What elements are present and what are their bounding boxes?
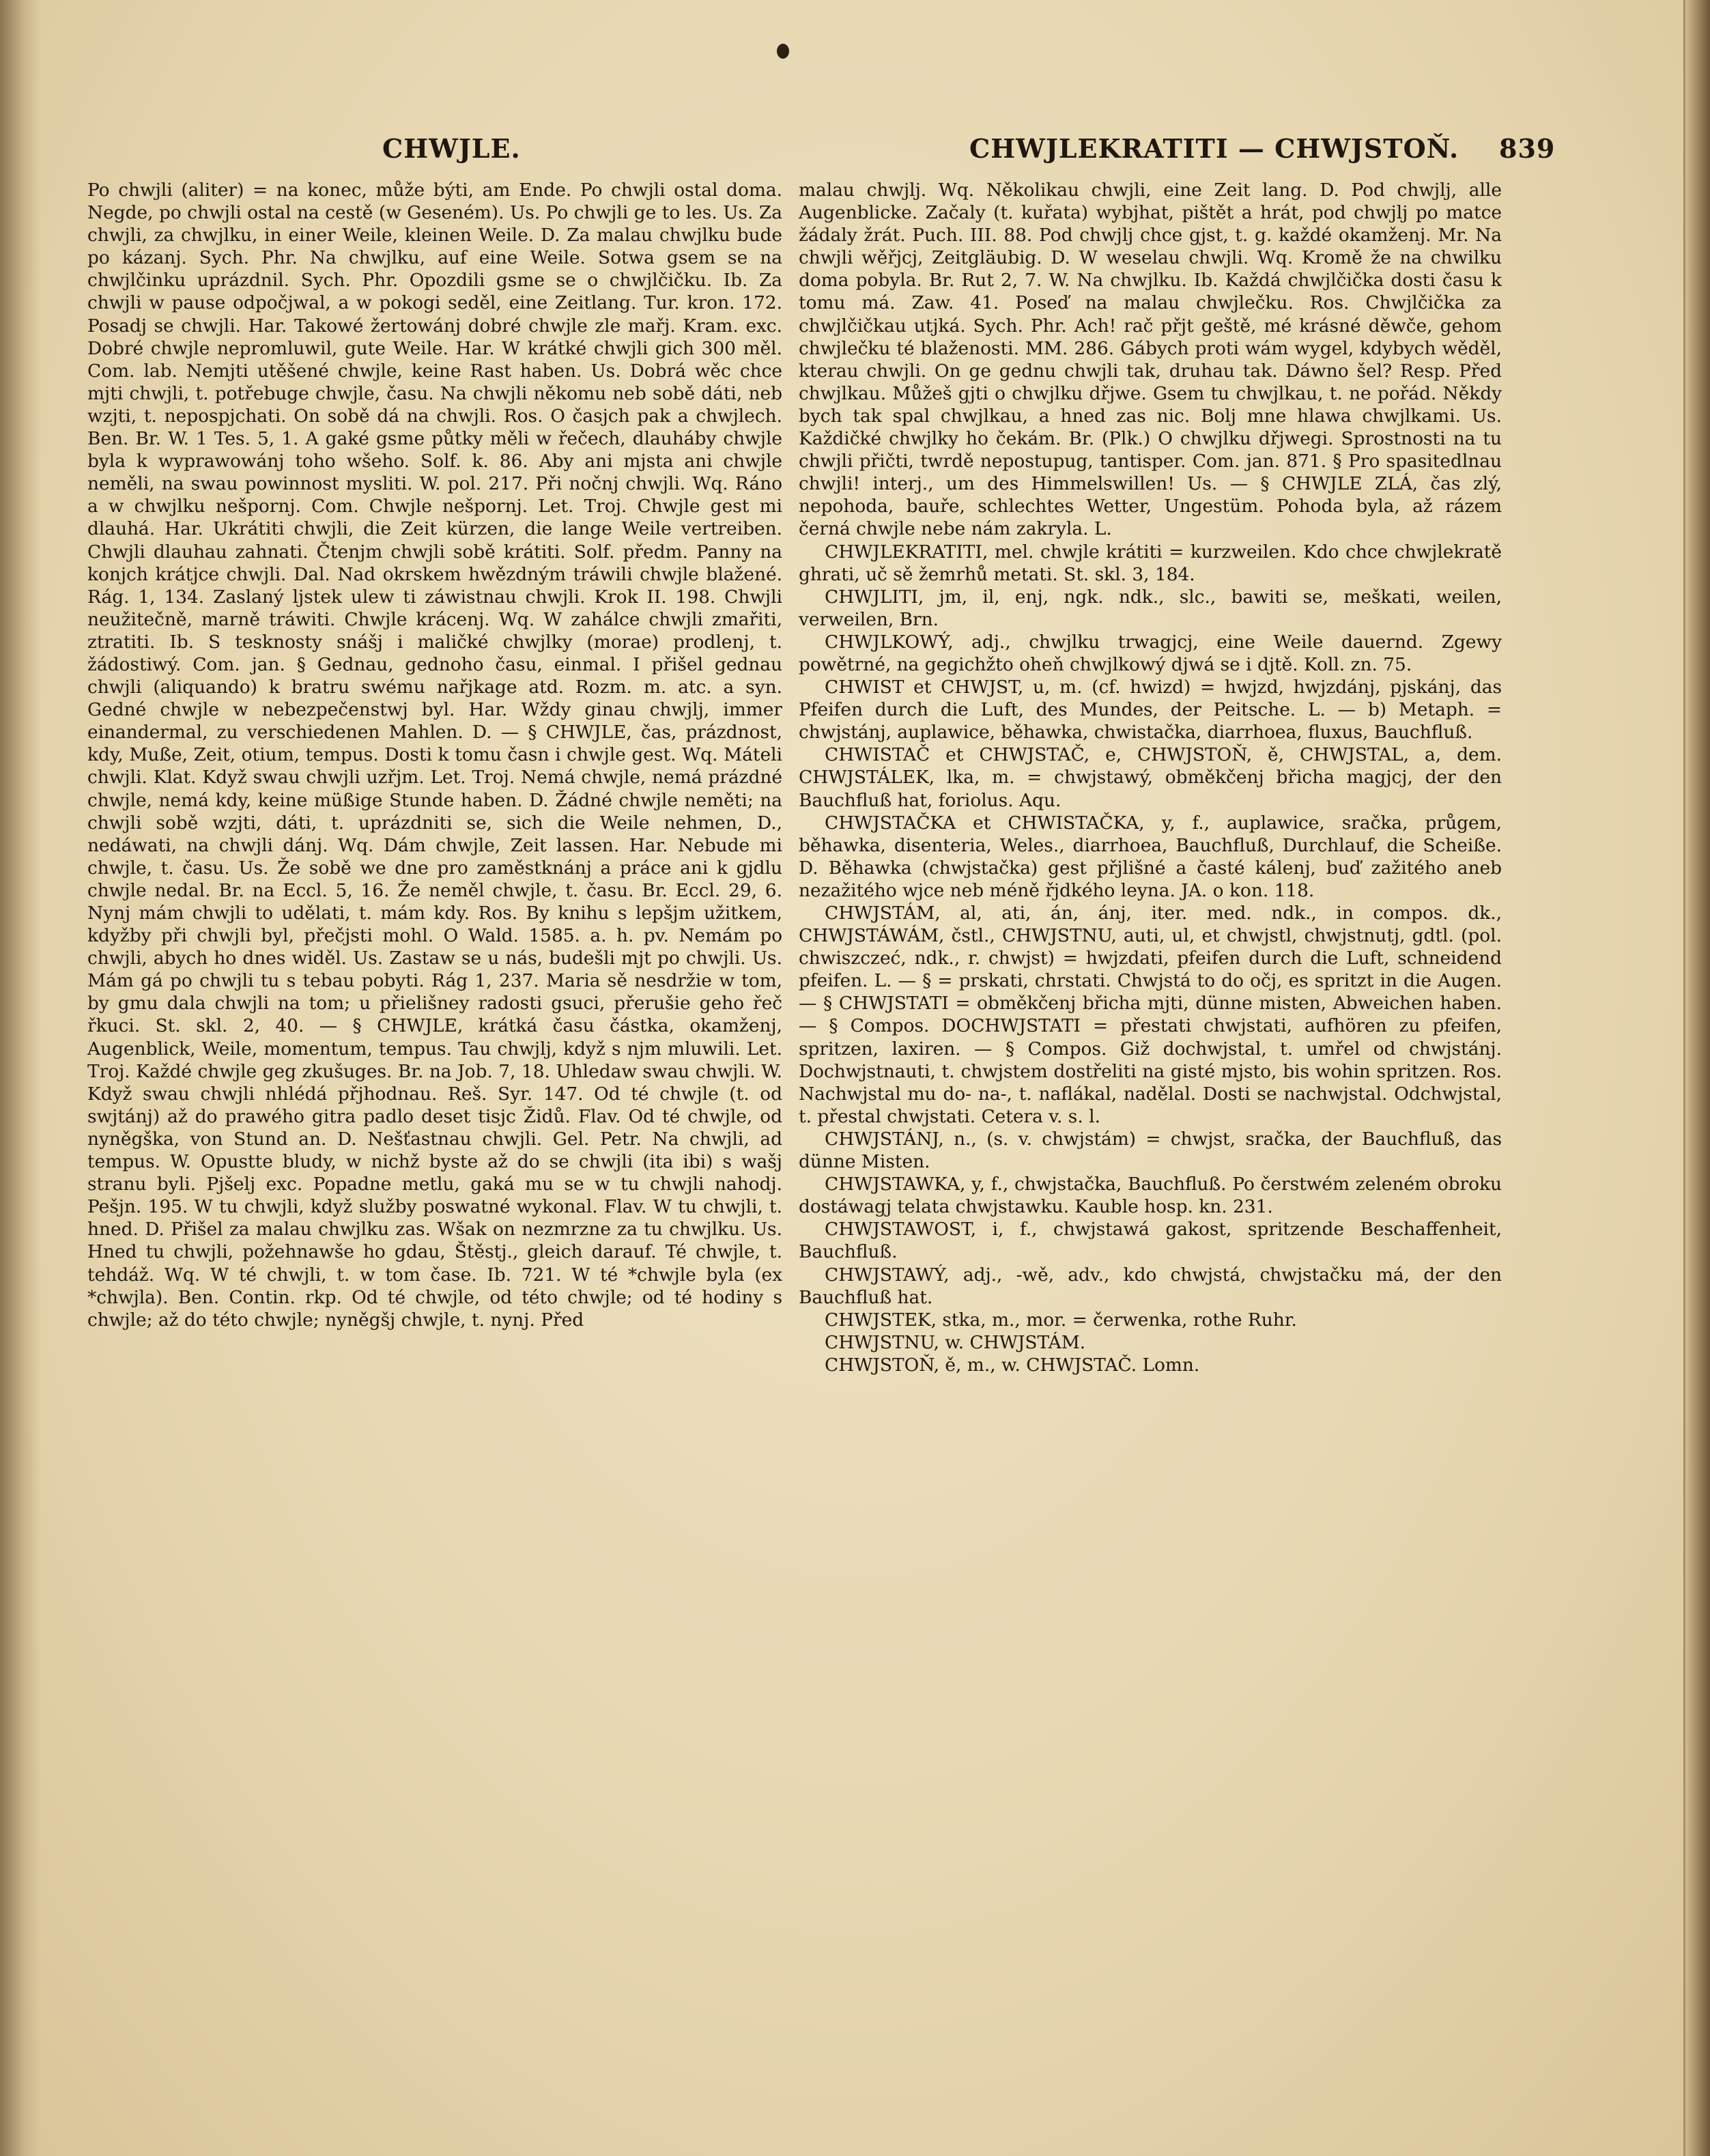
entry-chwjlkowy: CHWJLKOWÝ, adj., chwjlku trwagjcj, eine Weile dauernd. Zgewy powětrné, na gegichžto oheň chwjlkowý djwá se i djtě. Koll. zn. 75.: [799, 631, 1502, 675]
entry-chwjlekratiti: CHWJLEKRATITI, mel. chwjle krátiti = kurzweilen. Kdo chce chwjlekratě ghrati, uč sě žemrhů metati. St. skl. 3, 184.: [799, 541, 1502, 585]
running-head-left: CHWJLE.: [382, 133, 521, 164]
entry-chwist: CHWIST et CHWJST, u, m. (cf. hwizd) = hwjzd, hwjzdánj, pjskánj, das Pfeifen durch die Luft, des Mundes, der Peitsche. L. — b) Metaph. = chwjstánj, auplawice, běhawka, chwistačka, diarrhoea, fluxus, Bauchfluß.: [799, 677, 1502, 743]
running-head-right: CHWJLEKRATITI — CHWJSTOŇ.: [969, 133, 1459, 164]
entry-chwjstawy: CHWJSTAWÝ, adj., -wě, adv., kdo chwjstá, chwjstačku má, der den Bauchfluß hat.: [799, 1264, 1502, 1308]
right-column: [799, 179, 1502, 1376]
entry-chwjstam: CHWJSTÁM, al, ati, án, ánj, iter. med. ndk., in compos. dk., CHWJSTÁWÁM, čstl., CHWJSTNU, auti, ul, et chwjstl, chwjstnutj, gdtl. (pol. chwiszczeć, ndk., r. chwjst) = hwjzdati, pfeifen durch die Luft, schneidend pfeifen. L. — § = prskati, chrstati. Chwjstá to do očj, es spritzt in die Augen. — § CHWJSTATI = obměkčenj břicha mjti, dünne misten, Abweichen haben. — § Compos. DOCHWJSTATI = přestati chwjstati, aufhören zu pfeifen, spritzen, laxiren. — § Compos. Giž dochwjstal, t. umřel od chwjstánj. Dochwjstnauti, t. chwjstem dostřeliti na gisté mjsto, bis wohin spritzen. Ros. Nachwjstal mu do- na-, t. naflákal, nadělal. Dosti se nachwjstal. Odchwjstal, t. přestal chwjstati. Cetera v. s. l.: [799, 903, 1502, 1127]
right-column-continuation: malau chwjlj. Wq. Několikau chwjli, eine Zeit lang. D. Pod chwjlj, alle Augenblicke. Začaly (t. kuřata) wybjhat, pištět a hrát, pod chwjlj po matce žádaly žrát. Puch. III. 88. Pod chwjlj chce gjst, t. g. každé okamženj. Mr. Na chwjli wěřjcj, Zeitgläubig. D. W weselau chwjli. Wq. Kromě že na chwilku doma pobyla. Br. Rut 2, 7. W. Na chwjlku. Ib. Každá chwjlčička dosti času k tomu má. Zaw. 41. Poseď na malau chwjlečku. Ros. Chwjlčička za chwjlčičkau utjká. Sych. Phr. Ach! rač přjt geště, mé krásné děwče, gehom chwjlečku té blaženosti. MM. 286. Gábych proti wám wygel, kdybych wěděl, kterau chwjli. On ge gednu chwjli tak, druhau tak. Dáwno šel? Resp. Před chwjlkau. Můžeš gjti o chwjlku dřjwe. Gsem tu chwjlkau, t. ne pořád. Někdy bych tak spal chwjlkau, a hned zas nic. Bolj mne hlawa chwjlkami. Us. Každičké chwjlky ho čekám. Br. (Plk.) O chwjlku dřjwegi. Sprostnosti na tu chwjli přičti, twrdě nepostupug, tantisper. Com. jan. 871. § Pro spasitedlnau chwjli! interj., um des Himmelswillen! Us. — § CHWJLE ZLÁ, čas zlý, nepohoda, bauře, schlechtes Wetter, Ungestüm. Pohoda byla, až rázem černá chwjle nebe nám zakryla. L.: [799, 180, 1502, 540]
page-number: 839: [1499, 133, 1556, 164]
entry-chwjstacka: CHWJSTAČKA et CHWISTAČKA, y, f., auplawice, sračka, průgem, běhawka, disenteria, Weles., diarrhoea, Bauchfluß, Durchlauf, die Scheiße. D. Běhawka (chwjstačka) gest přjlišné a časté kálenj, buď zažitého aneb nezažitého wjce neb méně řjdkého leyna. JA. o kon. 118.: [799, 812, 1502, 901]
entry-chwistac: CHWISTAČ et CHWJSTAČ, e, CHWJSTOŇ, ě, CHWJSTAL, a, dem. CHWJSTÁLEK, lka, m. = chwjstawý, obměkčenj břicha magjcj, der den Bauchfluß hat, foriolus. Aqu.: [799, 744, 1502, 811]
entry-chwjliti: CHWJLITI, jm, il, enj, ngk. ndk., slc., bawiti se, meškati, weilen, verweilen, Brn.: [799, 586, 1502, 630]
left-column-text: Po chwjli (aliter) = na konec, může býti, am Ende. Po chwjli ostal doma. Negde, po chwjli ostal na cestě (w Geseném). Us. Po chwjli ge to les. Us. Za chwjli, za chwjlku, in einer Weile, kleinen Weile. D. Za malau chwjlku bude po kázanj. Sych. Phr. Na chwjlku, auf eine Weile. Sotwa gsem se na chwjlčinku uprázdnil. Sych. Phr. Opozdili gsme se o chwjlčičku. Ib. Za chwjli w pause odpočjwal, a w pokogi seděl, eine Zeitlang. Tur. kron. 172. Posadj se chwjli. Har. Takowé žertowánj dobré chwjle zle mařj. Kram. exc. Dobré chwjle nepromluwil, gute Weile. Har. W krátké chwjli gich 300 měl. Com. lab. Nemjti utěšené chwjle, keine Rast haben. Us. Dobrá wěc chce mjti chwjli, t. potřebuge chwjle, času. Na chwjli někomu neb sobě dáti, neb wzjti, t. nepospjchati. On sobě dá na chwjli. Ros. O časjch pak a chwjlech. Ben. Br. W. 1 Tes. 5, 1. A gaké gsme půtky měli w řečech, dlauháby chwjle byla k wyprawowánj toho wšeho. Solf. k. 86. Aby ani mjsta ani chwjle neměli, na swau powinnost mysliti. W. pol. 217. Při nočnj chwjli. Wq. Ráno a w chwjlku nešpornj. Com. Chwjle nešpornj. Let. Troj. Chwjle gest mi dlauhá. Har. Ukrátiti chwjli, die Zeit kürzen, die lange Weile vertreiben. Chwjli dlauhau zahnati. Čtenjm chwjli sobě krátiti. Solf. předm. Panny na konjch krátjce chwjli. Dal. Nad okrskem hwězdným tráwili chwjle blažené. Rág. 1, 134. Zaslaný ljstek ulew ti záwistnau chwjli. Krok II. 198. Chwjli neužitečně, marně tráwiti. Chwjle krácenj. Wq. W zahálce chwjli zmařiti, ztratiti. Ib. S tesknosty snášj i maličké chwjlky (morae) prodlenj, t. žádostiwý. Com. jan. § Gednau, gednoho času, einmal. I přišel gednau chwjli (aliquando) k bratru swému nařjkage atd. Rozm. m. atc. a syn. Gedné chwjle w nebezpečenstwj byl. Har. Wždy ginau chwjlj, immer einandermal, zu verschiedenen Mahlen. D. — § CHWJLE, čas, prázdnost, kdy, Muße, Zeit, otium, tempus. Dosti k tomu časn i chwjle gest. Wq. Máteli chwjli. Klat. Když swau chwjli uzřjm. Let. Troj. Nemá chwjle, nemá prázdné chwjle, nemá kdy, keine müßige Stunde haben. D. Žádné chwjle neměti; na chwjli sobě wzjti, dáti, t. uprázdniti se, sich die Weile nehmen, D., nedáwati, na chwjli dánj. Wq. Dám chwjle, Zeit lassen. Har. Nebude mi chwjle, t. času. Us. Že sobě we dne pro zaměstknánj a práce ani k gjdlu chwjle nedal. Br. na Eccl. 5, 16. Že neměl chwjle, t. času. Br. Eccl. 29, 6. Nynj mám chwjli to udělati, t. mám kdy. Ros. By knihu s lepšjm užitkem, kdyžby při chwjli byl, přečjsti mohl. O Wald. 1585. a. h. pv. Nemám po chwjli, abych ho dnes widěl. Us. Zastaw se u nás, budešli mjt po chwjli. Us. Mám gá po chwjli tu s tebau pobyti. Rág 1, 237. Maria sě nesdržie w tom, by gmu dala chwjli na tom; u přielišney radosti gsuci, přerušie geho řeč řkuci. St. skl. 2, 40. — § CHWJLE, krátká času částka, okamženj, Augenblick, Weile, momentum, tempus. Tau chwjlj, když s njm mluwili. Let. Troj. Každé chwjle geg zkušuges. Br. na Job. 7, 18. Uhledaw swau chwjli. W. Když swau chwjli nhlédá přjhodnau. Reš. Syr. 147. Od té chwjle (t. od swjtánj) až do prawého gitra padlo deset tisjc Židů. Flav. Od té chwjle, od nyněgška, von Stund an. D. Nešťastnau chwjli. Gel. Petr. Na chwjli, ad tempus. W. Opustte bludy, w nichž byste až do se chwjli (ita ibi) s wašj stranu byli. Pjšelj exc. Popadne metlu, gaká mu se w tu chwjli nahodj. Pešjn. 195. W tu chwjli, když služby poswatné wykonal. Flav. W tu chwjli, t. hned. D. Přišel za malau chwjlku zas. Wšak on nezmrzne za tu chwjlku. Us. Hned tu chwjli, požehnawše ho gdau, Štěstj., gleich darauf. Té chwjle, t. tehdáž. Wq. W té chwjli, t. w tom čase. Ib. 721. W té *chwjle byla (ex *chwjla). Ben. Contin. rkp. Od té chwjle, od této chwjle; od té hodiny s chwjle; až do této chwjle; nyněgšj chwjle, t. nynj. Před: [87, 180, 782, 1331]
entry-chwjstek: CHWJSTEK, stka, m., mor. = čerwenka, rothe Ruhr.: [825, 1309, 1297, 1331]
entry-chwjstnu: CHWJSTNU, w. CHWJSTÁM.: [825, 1331, 1086, 1353]
page-edge-shadow: [1683, 0, 1710, 2156]
left-column: [87, 179, 782, 1331]
entry-chwjstawka: CHWJSTAWKA, y, f., chwjstačka, Bauchfluß. Po čerstwém zeleném obroku dostáwagj telata chwjstawku. Kauble hosp. kn. 231.: [799, 1174, 1502, 1218]
entry-chwjstanj: CHWJSTÁNJ, n., (s. v. chwjstám) = chwjst, sračka, der Bauchfluß, das dünne Misten.: [799, 1128, 1502, 1173]
entry-chwjstawost: CHWJSTAWOST, i, f., chwjstawá gakost, spritzende Beschaffenheit, Bauchfluß.: [799, 1219, 1502, 1263]
ink-spot: [777, 44, 789, 59]
book-spine-shadow: [0, 0, 41, 2156]
entry-chwjston: CHWJSTOŇ, ě, m., w. CHWJSTAČ. Lomn.: [825, 1354, 1200, 1376]
page-edge-line: [1683, 0, 1685, 2156]
